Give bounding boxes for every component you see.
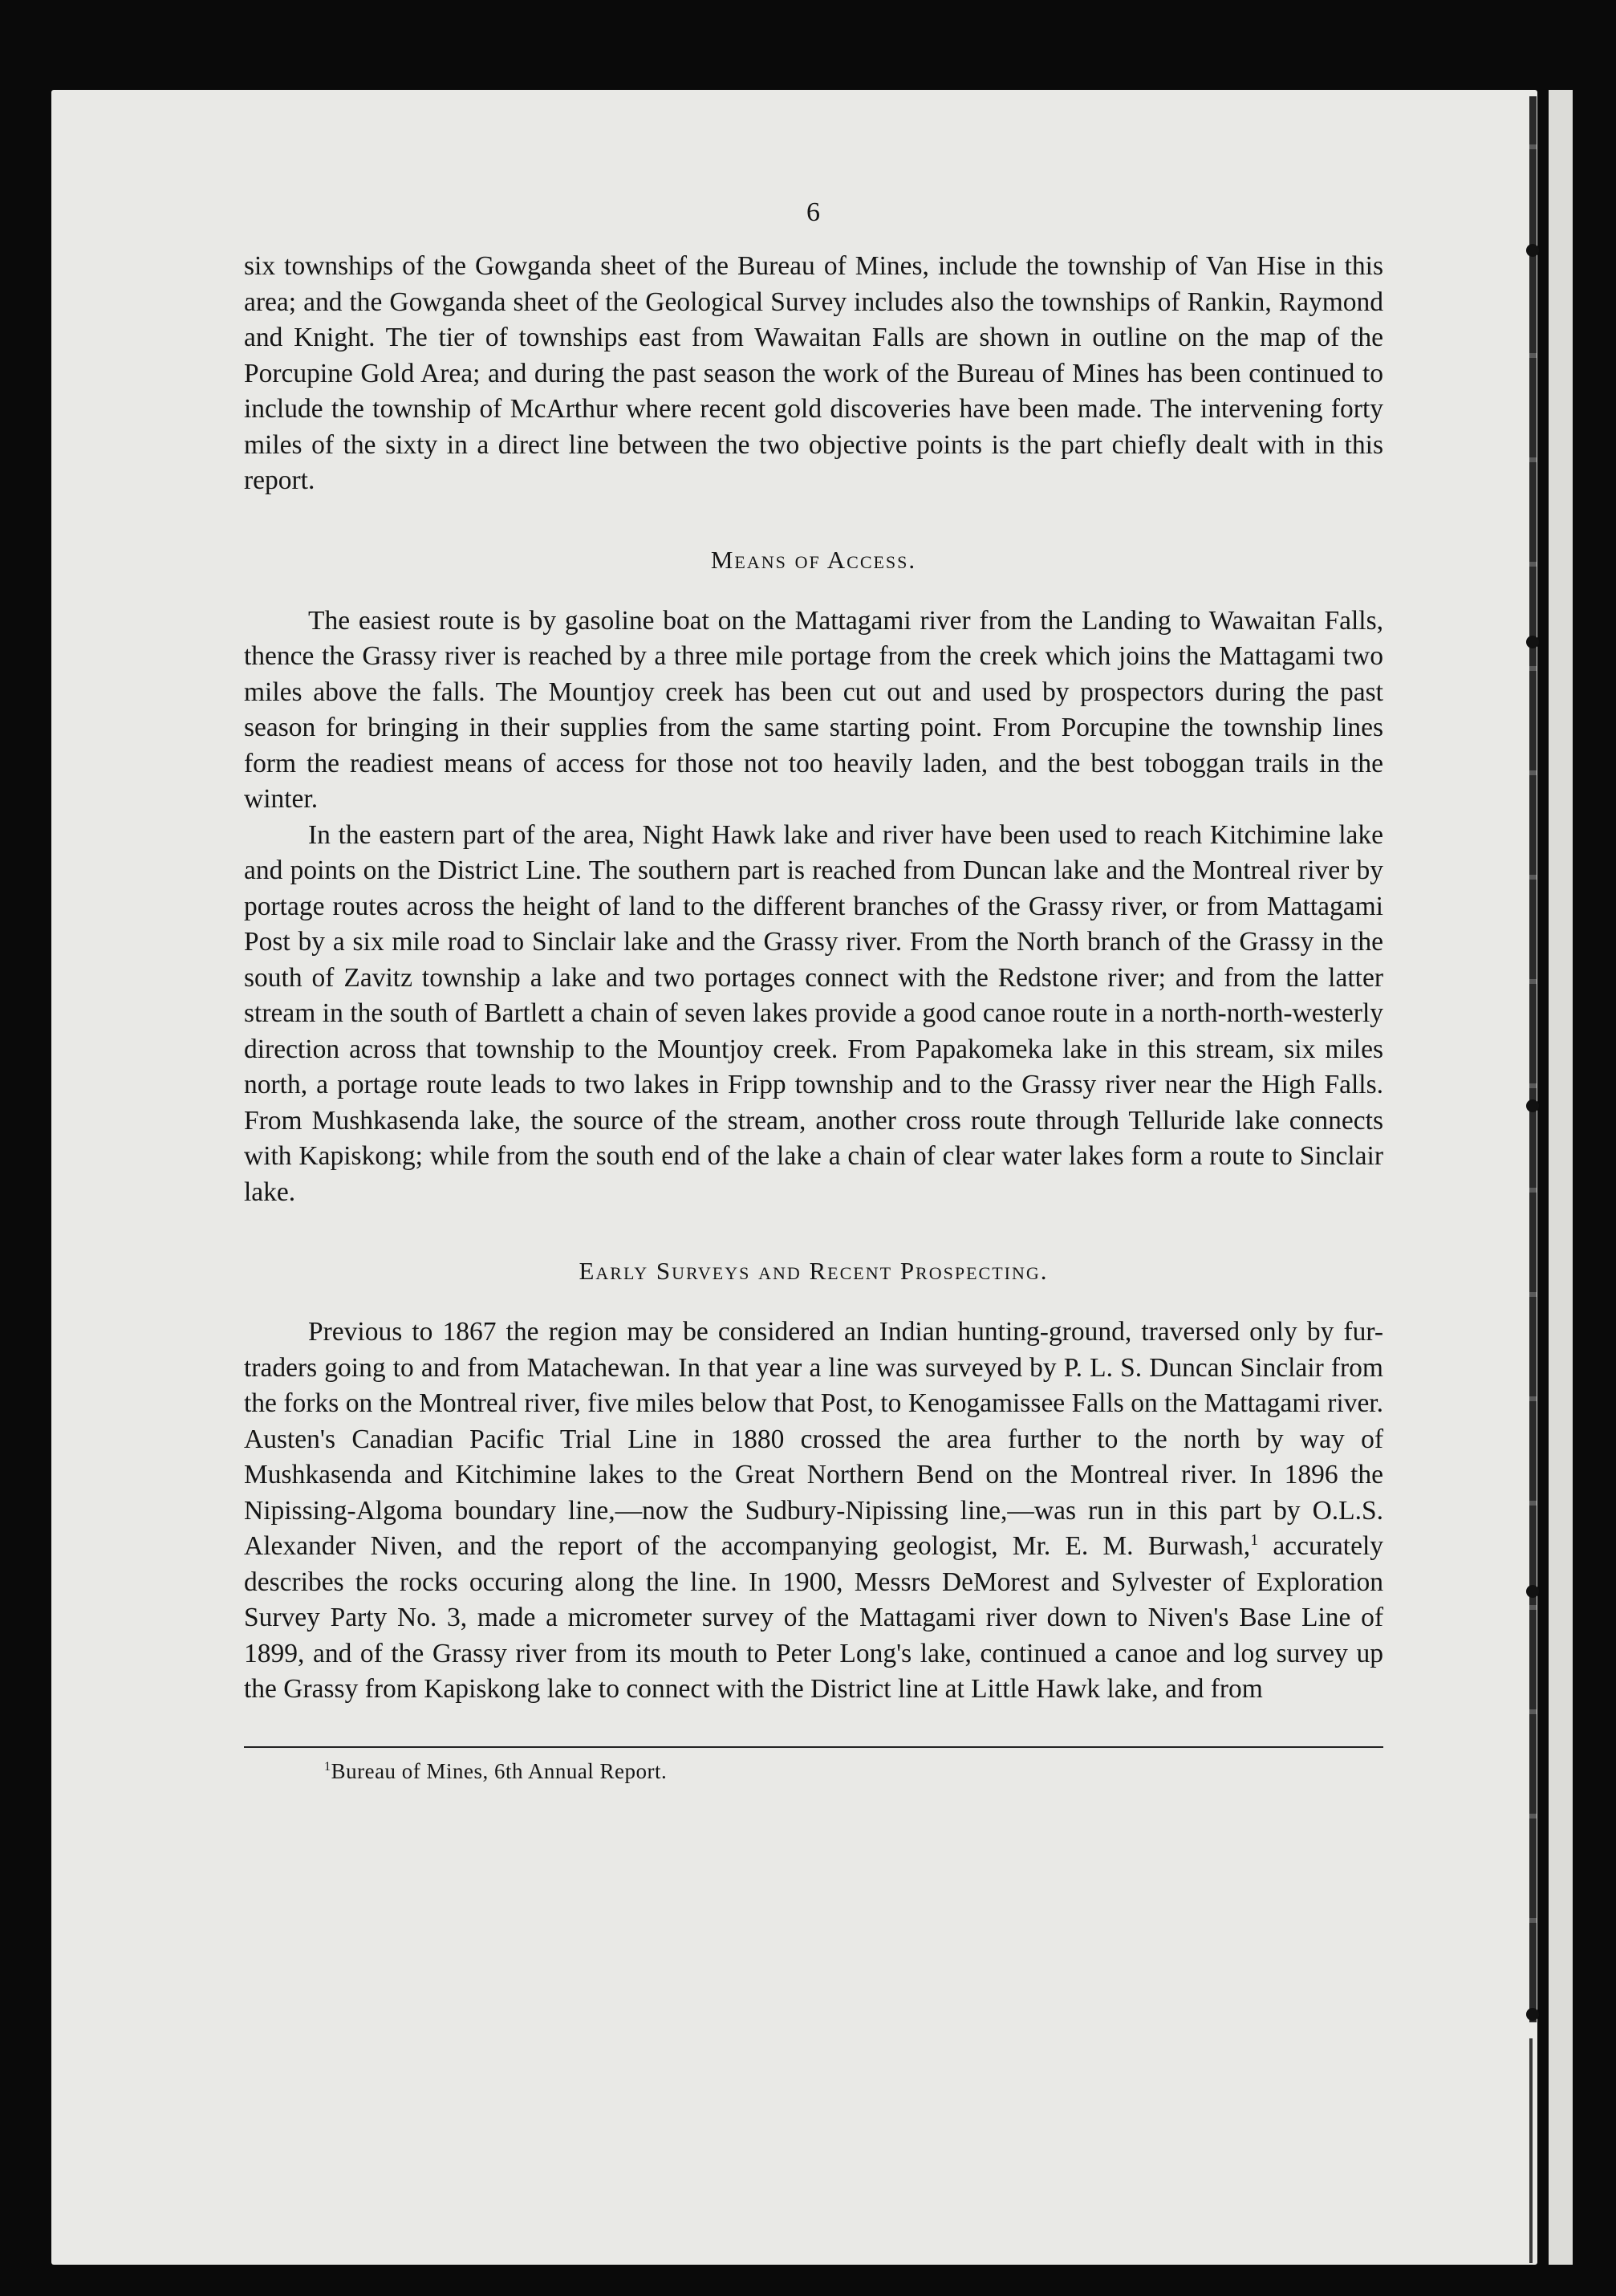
binding-edge-rule-lower xyxy=(1529,2038,1533,2263)
footnote-marker: 1 xyxy=(324,1758,331,1774)
edge-mark xyxy=(1526,636,1539,648)
paragraph-part: accurately describes the rocks occuring along the line. In 1900, Messrs DeMorest and Sylvester of Exploration Survey Party No. 3, made a micrometer survey of the Mattagami river down to Niven's Base Line of 1899, and of the Grassy river from its mouth to Peter Long's lake, continued a canoe and log survey up the Grassy from Kapiskong lake to connect with the District line at Little Hawk lake, and from xyxy=(244,1531,1384,1704)
footnote-marker: 1 xyxy=(1250,1530,1259,1549)
paragraph: six townships of the Gowganda sheet of the Bureau of Mines, include the township of Van Hise in this area; and the Gowganda sheet of the Geological Survey includes also the townships of Rankin, Raymond and Knight. The tier of townships east from Wawaitan Falls are shown in outline on the map of the Porcupine Gold Area; and during the past season the work of the Bureau of Mines has been continued to include the township of McArthur where recent gold discoveries have been made. The intervening forty miles of the sixty in a direct line between the two objective points is the part chiefly dealt with in this report. xyxy=(244,251,1383,495)
binding-edge-rule xyxy=(1529,96,1537,2022)
section-heading-surveys: Early Surveys and Recent Prospecting. xyxy=(579,1257,1049,1285)
adjacent-page-edge xyxy=(1549,90,1573,2265)
edge-mark xyxy=(1526,2008,1539,2021)
footnote-divider xyxy=(244,1746,1383,1748)
page-number: 6 xyxy=(806,197,821,227)
section-heading-access: Means of Access. xyxy=(710,545,917,574)
paragraph xyxy=(244,1315,1383,1708)
edge-mark xyxy=(1526,244,1539,257)
footnote-text: Bureau of Mines, 6th Annual Report. xyxy=(331,1758,668,1783)
paragraph: The easiest route is by gasoline boat on the Mattagami river from the Landing to Wawaitan Falls, thence the Grassy river is reached by a three mile portage from the creek which joins the Mattagami two miles above the falls. The Mountjoy creek has been cut out and used by prospectors during the past season for bringing in their supplies from the same starting point. From Porcupine the township lines form the readiest means of access for those not too heavily laden, and the best toboggan trails in the winter. xyxy=(244,605,1383,814)
footnote xyxy=(324,1759,1383,1784)
paragraph-part: Previous to 1867 the region may be considered an Indian hunting-ground, traversed only by fur-traders going to and from Matachewan. In that year a line was surveyed by P. L. S. Duncan Sinclair from the forks on the Montreal river, five miles below that Post, to Kenogamissee Falls on the Mattagami river. Austen's Canadian Pacific Trial Line in 1880 crossed the area further to the north by way of Mushkasenda and Kitchimine lakes to the Great Northern Bend on the Montreal river. In 1896 the Nipissing-Algoma boundary line,—now the Sudbury-Nipissing line,—was run in this part by O.L.S. Alexander Niven, and the report of the accompanying geologist, Mr. E. M. Burwash, xyxy=(244,1317,1383,1561)
edge-mark xyxy=(1526,1099,1539,1112)
page-text xyxy=(244,197,1383,1784)
paragraph: In the eastern part of the area, Night Hawk lake and river have been used to reach Kitchimine lake and points on the District Line. The southern part is reached from Duncan lake and the Montreal river by portage routes across the height of land to the different branches of the Grassy river, or from Mattagami Post by a six mile road to Sinclair lake and the Grassy river. From the North branch of the Grassy in the south of Zavitz township a lake and two portages connect with the Redstone river; and from the latter stream in the south of Bartlett a chain of seven lakes provide a good canoe route in a north-north-westerly direction across that township to the Mountjoy creek. From Papakomeka lake in this stream, six miles north, a portage route leads to two lakes in Fripp township and to the Grassy river near the High Falls. From Mushkasenda lake, the source of the stream, another cross route through Telluride lake connects with Kapiskong; while from the south end of the lake a chain of clear water lakes form a route to Sinclair lake. xyxy=(244,819,1383,1207)
edge-mark xyxy=(1526,1585,1539,1598)
